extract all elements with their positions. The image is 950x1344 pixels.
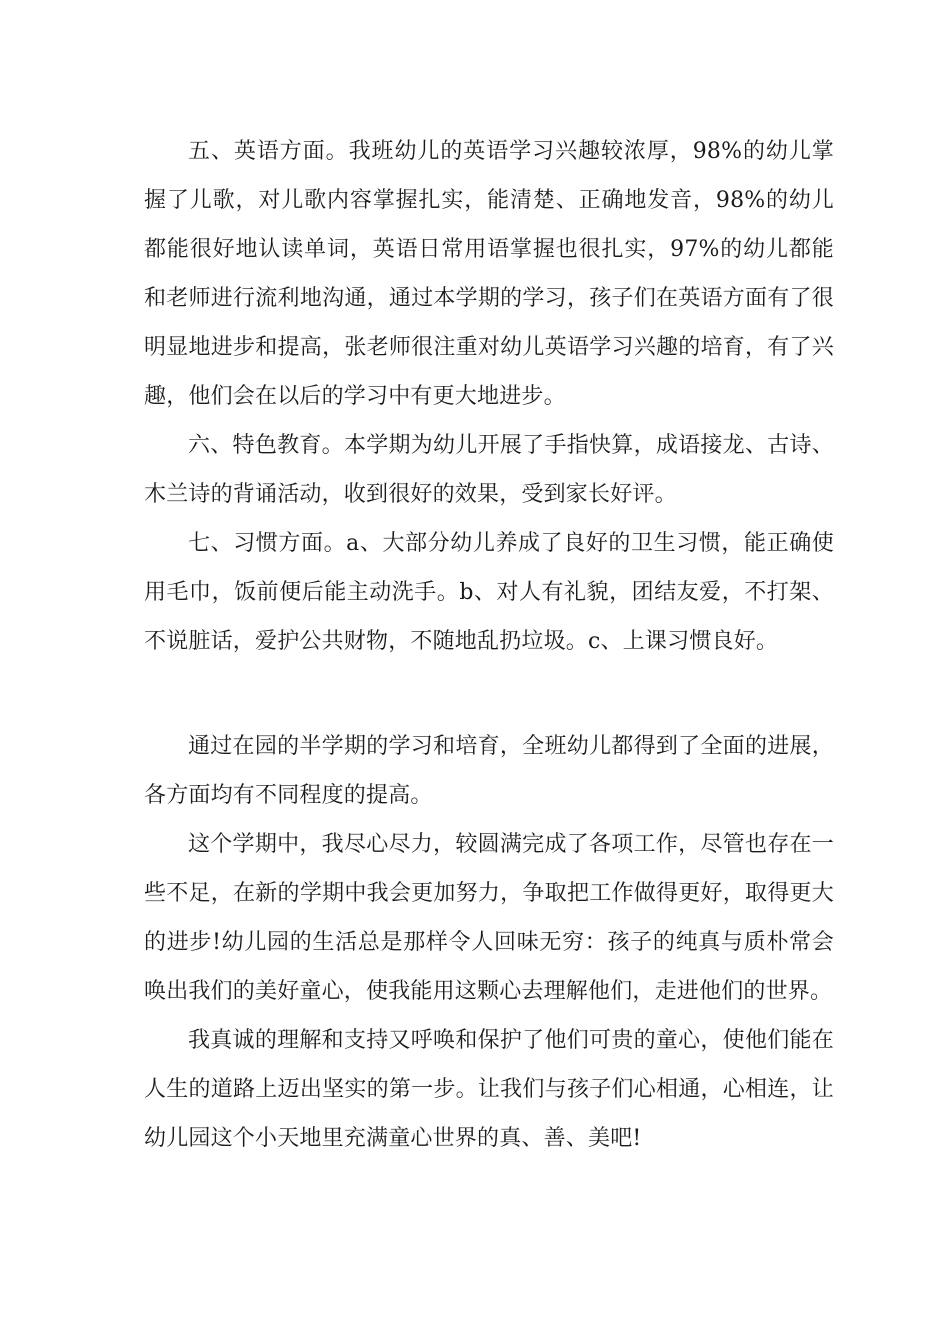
paragraph-summary: 通过在园的半学期的学习和培育，全班幼儿都得到了全面的进展，各方面均有不同程度的提高。 <box>144 734 834 808</box>
paragraph-habits: 七、习惯方面。a、大部分幼儿养成了良好的卫生习惯，能正确使用毛巾，饭前便后能主动洗手。b、对人有礼貌，团结友爱，不打架、不说脏话，爱护公共财物，不随地乱扔垃圾。c、上课习惯良好。 <box>144 531 834 654</box>
text-block-lower <box>144 722 834 1163</box>
paragraph-reflection: 这个学期中，我尽心尽力，较圆满完成了各项工作，尽管也存在一些不足，在新的学期中我会更加努力，争取把工作做得更好，取得更大的进步!幼儿园的生活总是那样令人回味无穷：孩子的纯真与质朴常会唤出我们的美好童心，使我能用这颗心去理解他们，走进他们的世界。 <box>144 832 834 1004</box>
paragraph-english: 五、英语方面。我班幼儿的英语学习兴趣较浓厚，98%的幼儿掌握了儿歌，对儿歌内容掌握扎实，能清楚、正确地发音，98%的幼儿都能很好地认读单词，英语日常用语掌握也很扎实，97%的幼儿都能和老师进行流利地沟通，通过本学期的学习，孩子们在英语方面有了很明显地进步和提高，张老师很注重对幼儿英语学习兴趣的培育，有了兴趣，他们会在以后的学习中有更大地进步。 <box>144 139 834 409</box>
paragraph-special-education: 六、特色教育。本学期为幼儿开展了手指快算，成语接龙、古诗、木兰诗的背诵活动，收到很好的效果，受到家长好评。 <box>144 433 834 507</box>
text-block-upper <box>144 127 834 666</box>
paragraph-closing: 我真诚的理解和支持又呼唤和保护了他们可贵的童心，使他们能在人生的道路上迈出坚实的第一步。让我们与孩子们心相通，心相连，让幼儿园这个小天地里充满童心世界的真、善、美吧! <box>144 1028 834 1151</box>
